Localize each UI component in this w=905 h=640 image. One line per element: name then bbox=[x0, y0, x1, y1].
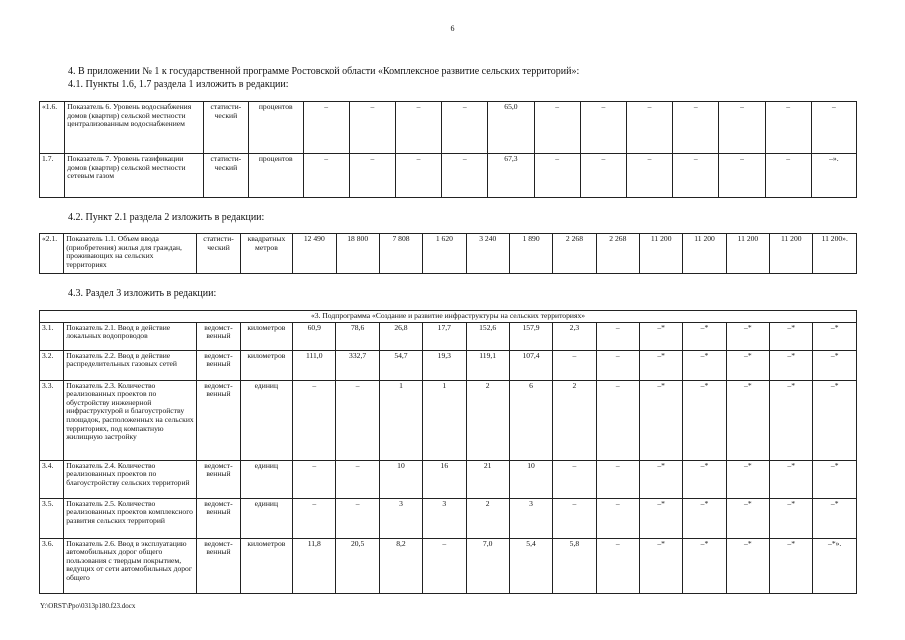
value-cell: – bbox=[336, 460, 379, 498]
value-cell: –* bbox=[726, 380, 769, 460]
unit-cell: километров bbox=[240, 538, 292, 593]
unit-cell: километров bbox=[240, 322, 292, 350]
unit-cell: единиц bbox=[240, 460, 292, 498]
value-cell: 2 bbox=[553, 380, 596, 460]
table-row bbox=[40, 380, 857, 460]
row-number-cell: 3.1. bbox=[40, 322, 64, 350]
value-cell: –* bbox=[770, 322, 813, 350]
value-cell: – bbox=[765, 154, 811, 198]
value-cell: – bbox=[553, 350, 596, 380]
indicator-type-cell: статисти-ческий bbox=[203, 154, 248, 198]
value-cell: –* bbox=[639, 498, 682, 538]
indicator-name-cell: Показатель 2.6. Ввод в эксплуатацию автомобильных дорог общего пользования с твердым покрытием, ведущих от сети автомобильных дорог общего bbox=[64, 538, 197, 593]
row-number-cell: 3.5. bbox=[40, 498, 64, 538]
indicator-type-cell: ведомст-венный bbox=[197, 498, 240, 538]
value-cell: 157,9 bbox=[509, 322, 552, 350]
value-cell: 7,0 bbox=[466, 538, 509, 593]
indicator-name-cell: Показатель 2.4. Количество реализованных проектов по благоустройству сельских территорий bbox=[64, 460, 197, 498]
file-path-footer: Y:\ORST\Ppo\0313p180.f23.docx bbox=[40, 602, 136, 610]
indicator-name-cell: Показатель 2.2. Ввод в действие распределительных газовых сетей bbox=[64, 350, 197, 380]
value-cell: 19,3 bbox=[423, 350, 466, 380]
value-cell: 3 bbox=[379, 498, 422, 538]
value-cell: 11,8 bbox=[293, 538, 336, 593]
subpoint-4-2: 4.2. Пункт 2.1 раздела 2 изложить в редакции: bbox=[68, 212, 265, 223]
value-cell: – bbox=[596, 460, 639, 498]
value-cell: –* bbox=[726, 498, 769, 538]
row-number-cell: «2.1. bbox=[40, 234, 64, 274]
value-cell: – bbox=[626, 102, 672, 154]
unit-cell: единиц bbox=[240, 380, 292, 460]
value-cell: – bbox=[596, 322, 639, 350]
unit-cell: километров bbox=[240, 350, 292, 380]
value-cell: –* bbox=[770, 350, 813, 380]
subpoint-4-1: 4.1. Пункты 1.6, 1.7 раздела 1 изложить в редакции: bbox=[68, 79, 289, 90]
table-row bbox=[40, 538, 857, 593]
value-cell: – bbox=[303, 154, 349, 198]
indicators-table-section-1 bbox=[39, 101, 857, 198]
table-row bbox=[40, 460, 857, 498]
value-cell: 11 200 bbox=[770, 234, 813, 274]
value-cell: 1 620 bbox=[423, 234, 466, 274]
value-cell: – bbox=[596, 498, 639, 538]
value-cell: –* bbox=[813, 498, 857, 538]
value-cell: –* bbox=[813, 350, 857, 380]
value-cell: 10 bbox=[509, 460, 552, 498]
value-cell: – bbox=[442, 102, 488, 154]
value-cell: 11 200». bbox=[813, 234, 857, 274]
table-row bbox=[40, 102, 857, 154]
section-title-row bbox=[40, 311, 857, 323]
value-cell: – bbox=[349, 102, 395, 154]
value-cell: 6 bbox=[509, 380, 552, 460]
value-cell: 65,0 bbox=[488, 102, 534, 154]
indicators-table-section-2 bbox=[39, 233, 857, 274]
value-cell: 2 268 bbox=[553, 234, 596, 274]
value-cell: – bbox=[719, 102, 765, 154]
value-cell: –* bbox=[813, 460, 857, 498]
value-cell: – bbox=[673, 154, 719, 198]
indicator-name-cell: Показатель 7. Уровень газификации домов (квартир) сельской местности сетевым газом bbox=[65, 154, 204, 198]
value-cell: – bbox=[580, 154, 626, 198]
row-number-cell: «1.6. bbox=[40, 102, 65, 154]
value-cell: –* bbox=[726, 538, 769, 593]
value-cell: 1 bbox=[423, 380, 466, 460]
value-cell: 152,6 bbox=[466, 322, 509, 350]
value-cell: – bbox=[336, 380, 379, 460]
value-cell: – bbox=[673, 102, 719, 154]
value-cell: – bbox=[626, 154, 672, 198]
value-cell: 3 bbox=[509, 498, 552, 538]
value-cell: –* bbox=[683, 498, 726, 538]
value-cell: – bbox=[395, 154, 441, 198]
value-cell: 54,7 bbox=[379, 350, 422, 380]
value-cell: – bbox=[596, 350, 639, 380]
row-number-cell: 3.3. bbox=[40, 380, 64, 460]
value-cell: –*». bbox=[813, 538, 857, 593]
value-cell: 78,6 bbox=[336, 322, 379, 350]
value-cell: 5,8 bbox=[553, 538, 596, 593]
value-cell: – bbox=[596, 380, 639, 460]
value-cell: – bbox=[349, 154, 395, 198]
indicator-name-cell: Показатель 2.3. Количество реализованных проектов по обустройству инженерной инфраструктурой и благоустройству площадок, расположенных на сельских территориях, под компактную жилищную застройку bbox=[64, 380, 197, 460]
value-cell: 332,7 bbox=[336, 350, 379, 380]
indicator-type-cell: ведомст-венный bbox=[197, 380, 240, 460]
value-cell: 16 bbox=[423, 460, 466, 498]
row-number-cell: 3.2. bbox=[40, 350, 64, 380]
value-cell: 3 240 bbox=[466, 234, 509, 274]
table-row bbox=[40, 350, 857, 380]
value-cell: –* bbox=[639, 380, 682, 460]
value-cell: – bbox=[423, 538, 466, 593]
value-cell: – bbox=[303, 102, 349, 154]
value-cell: 18 800 bbox=[336, 234, 379, 274]
value-cell: 12 490 bbox=[293, 234, 336, 274]
value-cell: – bbox=[596, 538, 639, 593]
section-title: «3. Подпрограмма «Создание и развитие инфраструктуры на сельских территориях» bbox=[40, 311, 857, 323]
table-row bbox=[40, 234, 857, 274]
value-cell: – bbox=[553, 460, 596, 498]
value-cell: –* bbox=[683, 538, 726, 593]
unit-cell: квадратных метров bbox=[240, 234, 292, 274]
value-cell: 11 200 bbox=[640, 234, 683, 274]
table-row bbox=[40, 154, 857, 198]
value-cell: – bbox=[293, 498, 336, 538]
value-cell: –* bbox=[813, 322, 857, 350]
value-cell: 26,8 bbox=[379, 322, 422, 350]
value-cell: –* bbox=[683, 350, 726, 380]
value-cell: –* bbox=[639, 460, 682, 498]
indicator-type-cell: ведомст-венный bbox=[197, 350, 240, 380]
value-cell: –* bbox=[639, 350, 682, 380]
value-cell: 111,0 bbox=[293, 350, 336, 380]
value-cell: 11 200 bbox=[726, 234, 769, 274]
value-cell: 11 200 bbox=[683, 234, 726, 274]
value-cell: –* bbox=[683, 322, 726, 350]
value-cell: – bbox=[553, 498, 596, 538]
value-cell: –* bbox=[726, 350, 769, 380]
value-cell: 8,2 bbox=[379, 538, 422, 593]
value-cell: 5,4 bbox=[509, 538, 552, 593]
table-row bbox=[40, 498, 857, 538]
value-cell: – bbox=[534, 154, 580, 198]
value-cell: – bbox=[719, 154, 765, 198]
intro-paragraph: 4. В приложении № 1 к государственной программе Ростовской области «Комплексное развитие сельских территорий»: bbox=[68, 66, 580, 77]
value-cell: 67,3 bbox=[488, 154, 534, 198]
indicator-name-cell: Показатель 6. Уровень водоснабжения домов (квартир) сельской местности централизованным водоснабжением bbox=[65, 102, 204, 154]
value-cell: 2 bbox=[466, 380, 509, 460]
row-number-cell: 3.6. bbox=[40, 538, 64, 593]
value-cell: – bbox=[765, 102, 811, 154]
indicator-type-cell: ведомст-венный bbox=[197, 322, 240, 350]
page-number: 6 bbox=[450, 24, 455, 33]
indicator-type-cell: ведомст-венный bbox=[197, 538, 240, 593]
value-cell: 7 808 bbox=[379, 234, 422, 274]
value-cell: –* bbox=[813, 380, 857, 460]
row-number-cell: 3.4. bbox=[40, 460, 64, 498]
value-cell: 10 bbox=[379, 460, 422, 498]
value-cell: – bbox=[442, 154, 488, 198]
value-cell: – bbox=[395, 102, 441, 154]
value-cell: – bbox=[534, 102, 580, 154]
indicator-type-cell: ведомст-венный bbox=[197, 460, 240, 498]
value-cell: – bbox=[336, 498, 379, 538]
value-cell: 60,9 bbox=[293, 322, 336, 350]
value-cell: –* bbox=[639, 322, 682, 350]
value-cell: 3 bbox=[423, 498, 466, 538]
unit-cell: процентов bbox=[248, 102, 303, 154]
indicator-name-cell: Показатель 1.1. Объем ввода (приобретения) жилья для граждан, проживающих на сельских территориях bbox=[64, 234, 197, 274]
value-cell: 2 268 bbox=[596, 234, 639, 274]
value-cell: 21 bbox=[466, 460, 509, 498]
value-cell: 107,4 bbox=[509, 350, 552, 380]
value-cell: 17,7 bbox=[423, 322, 466, 350]
value-cell: 20,5 bbox=[336, 538, 379, 593]
value-cell: 2,3 bbox=[553, 322, 596, 350]
indicators-table-section-3 bbox=[39, 310, 857, 594]
value-cell: – bbox=[293, 460, 336, 498]
row-number-cell: 1.7. bbox=[40, 154, 65, 198]
value-cell: –* bbox=[770, 498, 813, 538]
value-cell: –* bbox=[770, 460, 813, 498]
value-cell: –* bbox=[683, 380, 726, 460]
value-cell: 119,1 bbox=[466, 350, 509, 380]
subpoint-4-3: 4.3. Раздел 3 изложить в редакции: bbox=[68, 288, 217, 299]
value-cell: –* bbox=[770, 538, 813, 593]
value-cell: – bbox=[293, 380, 336, 460]
value-cell: –* bbox=[683, 460, 726, 498]
indicator-name-cell: Показатель 2.1. Ввод в действие локальных водопроводов bbox=[64, 322, 197, 350]
value-cell: – bbox=[811, 102, 856, 154]
value-cell: 2 bbox=[466, 498, 509, 538]
indicator-type-cell: статисти-ческий bbox=[197, 234, 240, 274]
indicator-type-cell: статисти-ческий bbox=[203, 102, 248, 154]
value-cell: 1 bbox=[379, 380, 422, 460]
table-row bbox=[40, 322, 857, 350]
unit-cell: единиц bbox=[240, 498, 292, 538]
value-cell: –* bbox=[639, 538, 682, 593]
indicator-name-cell: Показатель 2.5. Количество реализованных проектов комплексного развития сельских территорий bbox=[64, 498, 197, 538]
value-cell: – bbox=[580, 102, 626, 154]
unit-cell: процентов bbox=[248, 154, 303, 198]
value-cell: –». bbox=[811, 154, 856, 198]
value-cell: –* bbox=[726, 460, 769, 498]
value-cell: –* bbox=[726, 322, 769, 350]
value-cell: –* bbox=[770, 380, 813, 460]
value-cell: 1 890 bbox=[509, 234, 552, 274]
